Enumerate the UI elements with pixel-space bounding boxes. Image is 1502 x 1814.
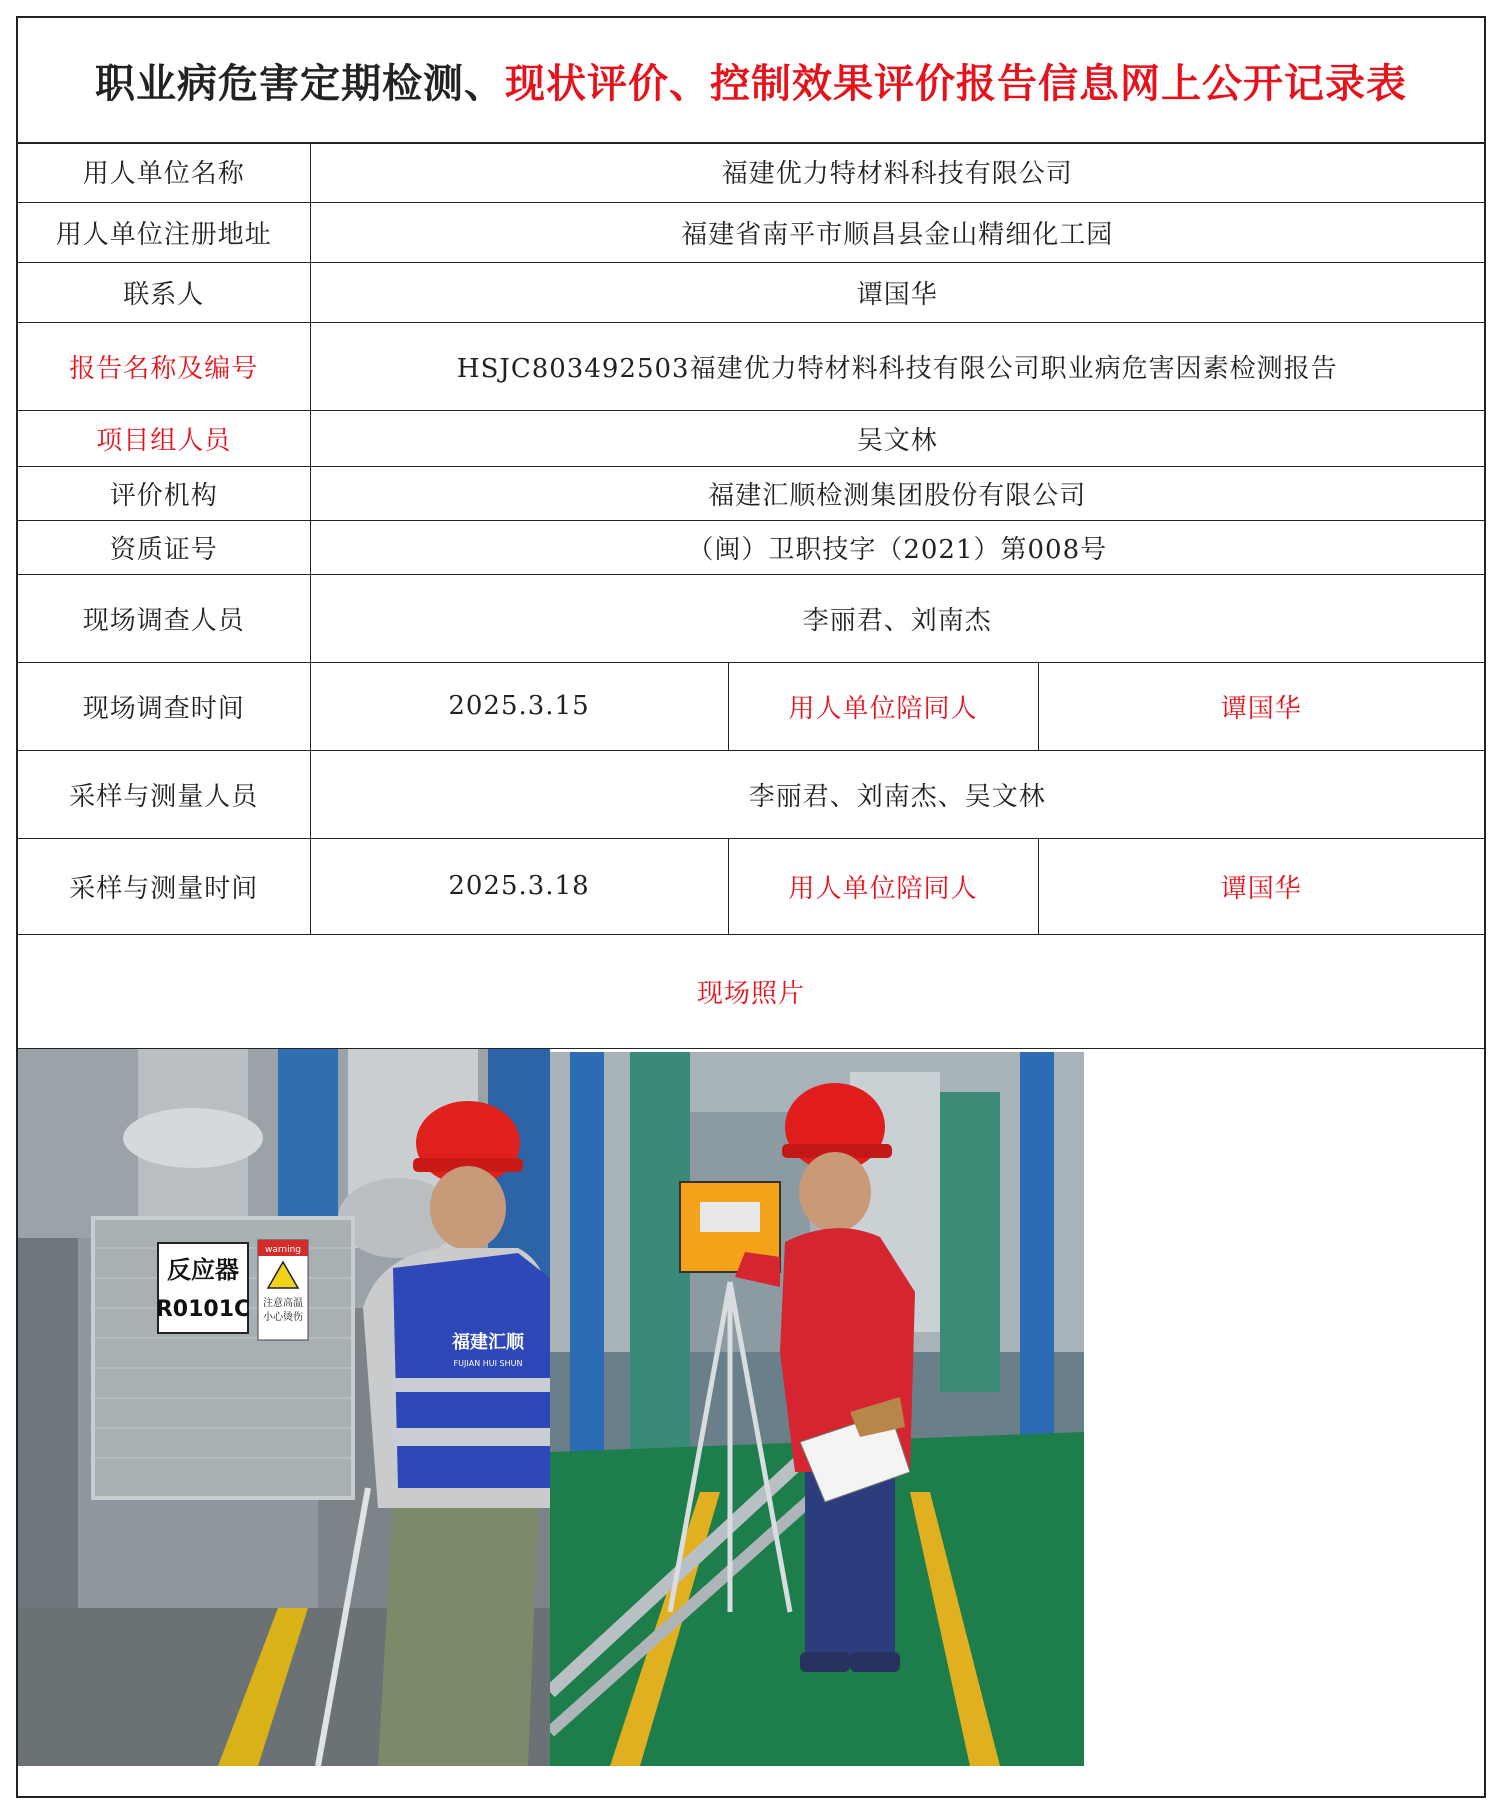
vest-logo-subtext: FUJIAN HUI SHUN — [453, 1359, 523, 1368]
title-black-part: 职业病危害定期检测、 — [95, 59, 505, 107]
table-row — [18, 662, 1484, 750]
table-row — [18, 262, 1484, 322]
reactor-sign-code: R0101C — [155, 1297, 251, 1322]
site-photo-2 — [550, 1052, 1084, 1766]
value-survey-escort: 谭国华 — [1038, 662, 1484, 750]
table-row — [18, 750, 1484, 838]
table-row — [18, 934, 1484, 1048]
label-survey-staff: 现场调查人员 — [18, 574, 310, 662]
warning-sign-text-1: 注意高温 — [263, 1298, 303, 1309]
table-row — [18, 202, 1484, 262]
label-certificate: 资质证号 — [18, 520, 310, 574]
label-employer-address: 用人单位注册地址 — [18, 202, 310, 262]
label-employer-name: 用人单位名称 — [18, 142, 310, 202]
value-certificate: （闽）卫职技字（2021）第008号 — [310, 520, 1484, 574]
warning-sign-text-2: 小心烫伤 — [263, 1312, 303, 1323]
site-photo-1 — [18, 1048, 550, 1766]
table-row — [18, 574, 1484, 662]
record-form — [16, 16, 1486, 1798]
table-row — [18, 322, 1484, 410]
value-sampling-staff: 李丽君、刘南杰、吴文林 — [310, 750, 1484, 838]
value-agency: 福建汇顺检测集团股份有限公司 — [310, 466, 1484, 520]
page-title — [18, 18, 1484, 144]
label-survey-time: 现场调查时间 — [18, 662, 310, 750]
info-table — [18, 142, 1484, 1049]
value-report: HSJC803492503福建优力特材料科技有限公司职业病危害因素检测报告 — [310, 322, 1484, 410]
value-employer-name: 福建优力特材料科技有限公司 — [310, 142, 1484, 202]
safety-vest — [393, 1253, 550, 1488]
label-report: 报告名称及编号 — [18, 322, 310, 410]
value-contact: 谭国华 — [310, 262, 1484, 322]
table-row — [18, 410, 1484, 466]
table-row — [18, 142, 1484, 202]
reactor-sign-title: 反应器 — [167, 1256, 239, 1284]
value-survey-staff: 李丽君、刘南杰 — [310, 574, 1484, 662]
label-agency: 评价机构 — [18, 466, 310, 520]
value-sampling-time: 2025.3.18 — [310, 838, 728, 934]
label-project-team: 项目组人员 — [18, 410, 310, 466]
title-red-part: 现状评价、控制效果评价报告信息网上公开记录表 — [505, 59, 1407, 107]
label-sampling-time: 采样与测量时间 — [18, 838, 310, 934]
value-sampling-escort: 谭国华 — [1038, 838, 1484, 934]
photo-divider — [18, 1048, 1484, 1049]
warning-sign-label: warning — [264, 1245, 302, 1255]
value-employer-address: 福建省南平市顺昌县金山精细化工园 — [310, 202, 1484, 262]
label-contact: 联系人 — [18, 262, 310, 322]
table-row — [18, 466, 1484, 520]
value-survey-time: 2025.3.15 — [310, 662, 728, 750]
table-row — [18, 838, 1484, 934]
value-project-team: 吴文林 — [310, 410, 1484, 466]
table-row — [18, 520, 1484, 574]
label-sampling-escort: 用人单位陪同人 — [728, 838, 1038, 934]
photo-caption: 现场照片 — [18, 934, 1484, 1048]
label-sampling-staff: 采样与测量人员 — [18, 750, 310, 838]
vest-logo-text: 福建汇顺 — [452, 1332, 524, 1353]
label-survey-escort: 用人单位陪同人 — [728, 662, 1038, 750]
